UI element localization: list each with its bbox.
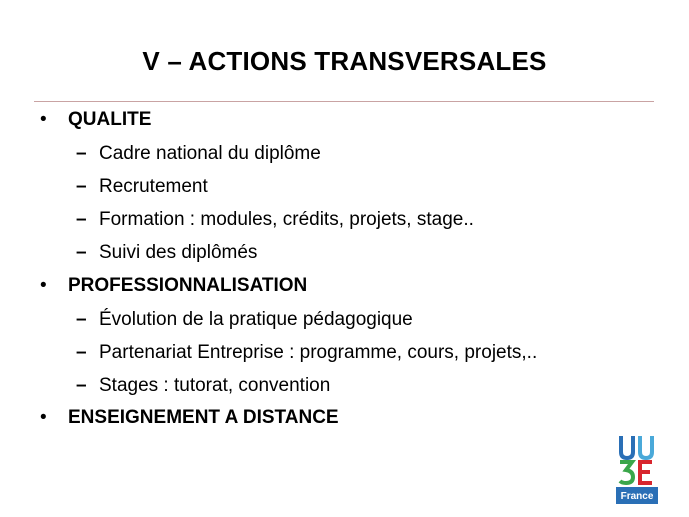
bullet: • bbox=[40, 407, 47, 428]
dash: – bbox=[76, 309, 87, 330]
bullet: • bbox=[40, 109, 47, 130]
section-heading: ENSEIGNEMENT A DISTANCE bbox=[68, 407, 339, 428]
dash: – bbox=[76, 242, 87, 263]
list-item: Recrutement bbox=[99, 176, 208, 197]
dash: – bbox=[76, 375, 87, 396]
bullet: • bbox=[40, 275, 47, 296]
list-item: Stages : tutorat, convention bbox=[99, 375, 331, 396]
dash: – bbox=[76, 143, 87, 164]
list-item: Suivi des diplômés bbox=[99, 242, 258, 263]
slide-title: V – ACTIONS TRANSVERSALES bbox=[142, 46, 547, 76]
list-item: Cadre national du diplôme bbox=[99, 143, 321, 164]
dash: – bbox=[76, 176, 87, 197]
dash: – bbox=[76, 209, 87, 230]
list-item: Formation : modules, crédits, projets, stage.. bbox=[99, 209, 474, 230]
list-item: Évolution de la pratique pédagogique bbox=[99, 309, 413, 330]
logo-text: France bbox=[620, 491, 654, 502]
ufe-logo-icon bbox=[616, 432, 658, 504]
dash: – bbox=[76, 342, 87, 363]
section-heading: QUALITE bbox=[68, 109, 152, 130]
list-item: Partenariat Entreprise : programme, cours, projets,.. bbox=[99, 342, 538, 363]
section-heading: PROFESSIONNALISATION bbox=[68, 275, 308, 296]
